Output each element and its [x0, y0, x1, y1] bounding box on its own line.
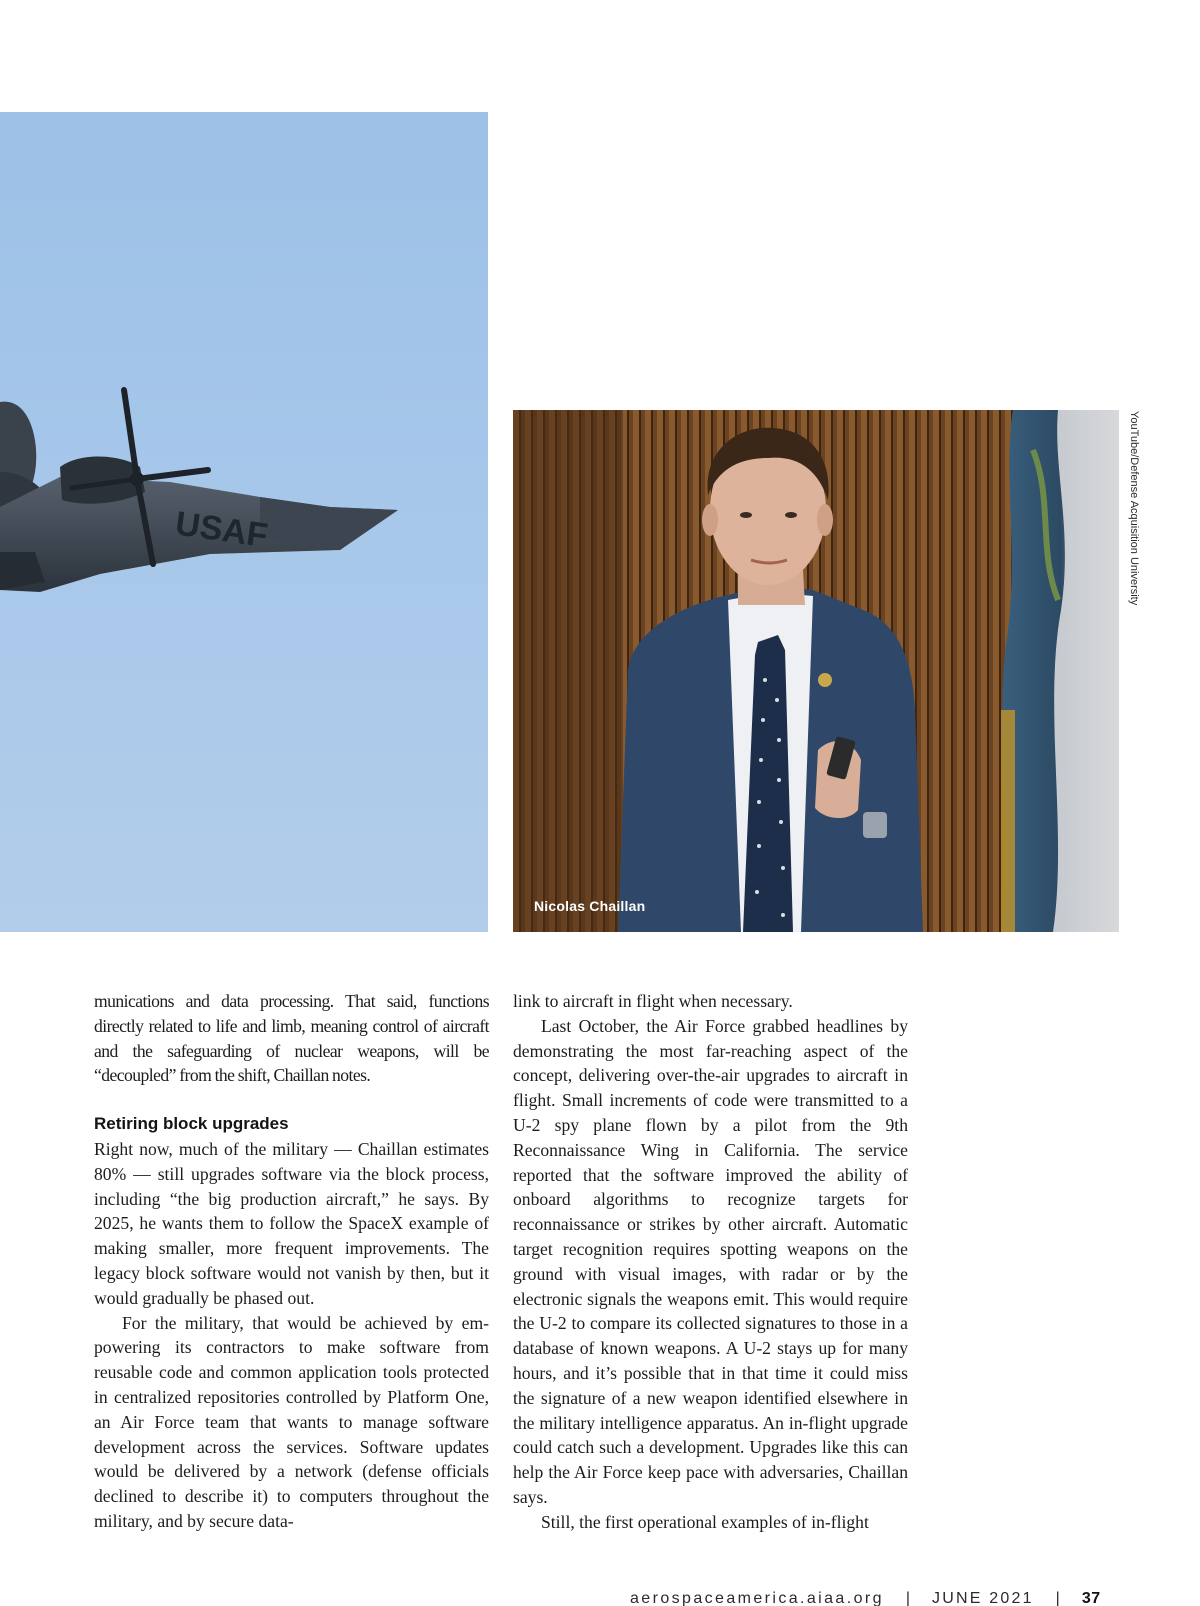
footer-separator: |	[1055, 1590, 1060, 1606]
footer-website-link[interactable]: aerospaceamerica.aiaa.org	[630, 1590, 884, 1606]
usaf-marking: USAF	[173, 504, 270, 556]
body-paragraph: link to aircraft in flight when necessary.	[513, 991, 793, 1011]
aircraft-illustration	[0, 112, 488, 932]
photo-caption: Nicolas Chaillan	[534, 898, 646, 914]
body-paragraph: Right now, much of the military — Chaillan estimates 80% — still upgrades software via the block process, including “the big production aircraft,” he says. By 2025, he wants them to follow the SpaceX example of making smaller, more frequent improvements. The legacy block software would not vanish by then, but it would gradually be phased out.	[94, 1138, 489, 1308]
right-column	[513, 989, 908, 1535]
portrait-illustration	[513, 410, 1119, 932]
footer-separator: |	[905, 1590, 911, 1606]
photo-credit: YouTube/Defense Acquisition University	[1128, 411, 1140, 606]
body-paragraph: Last October, the Air Force grabbed headlines by demonstrating the most far-reaching aspect of the concept, delivering over-the-air upgrades to aircraft in flight. Small increments of code were transmitted to a U-2 spy plane flown by a pilot from the 9th Reconnaissance Wing in California. The service reported that the software improved the ability of onboard algorithms to recognize targets for reconnaissance or strikes by other aircraft. Automatic target recognition requires spotting weapons on the ground with visual images, with radar or by the electronic signals the weapons emit. This would require the U-2 to compare its collected signatures to those in a database of known weapons. A U-2 stays up for many hours, and it’s possible that in that time it could miss the signature of a new weapon identified elsewhere in the military intelligence apparatus. An in-flight upgrade could catch such a development. Upgrades like this can help the Air Force keep pace with adversaries, Chaillan says.	[513, 1015, 908, 1507]
section-heading: Retiring block upgrades	[94, 1114, 289, 1134]
footer-date: JUNE 2021	[932, 1590, 1034, 1606]
body-paragraph: Still, the first operational examples of in-flight	[541, 1511, 869, 1532]
page-number: 37	[1081, 1590, 1101, 1606]
aircraft-photo	[0, 112, 488, 932]
portrait-photo	[513, 410, 1119, 932]
page-footer	[630, 1590, 1101, 1606]
body-paragraph: For the military, that would be achieved by empowering its contractors to make software from reusable code and common application tools protected in centralized repositories controlled by Platform One, an Air Force team that wants to manage software development across the services. Software updates would be delivered by a network (defense officials declined to describe it) to computers throughout the military, and by secure data-	[94, 1312, 489, 1531]
left-column	[94, 989, 489, 1534]
body-paragraph: munications and data processing. That said, functions directly related to life and limb, meaning control of aircraft and the safeguarding of nuclear weapons, will be “decoupled” from the shift, Chaillan notes.	[94, 991, 489, 1086]
